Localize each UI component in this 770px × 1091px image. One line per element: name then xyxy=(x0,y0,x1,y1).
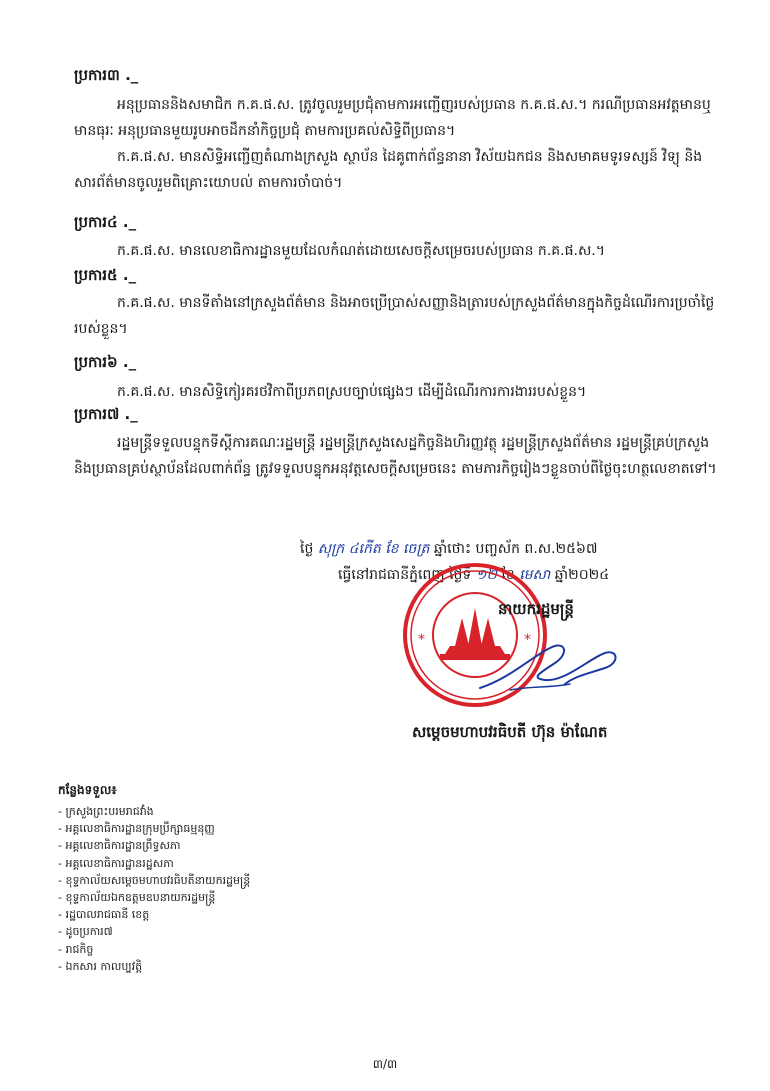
recipient-item: - ក្រសួងព្រះបរមរាជវាំង xyxy=(58,805,154,818)
lunar-date-line: ថ្ងៃ សុក្រ ៤កើត ខែ ចេត្រ ឆ្នាំថោះ បញ្ចស័ក ព.ស.២៥៦៧ xyxy=(300,541,598,557)
recipient-item: - រាជកិច្ច xyxy=(58,942,94,956)
svg-text:*: * xyxy=(418,632,425,648)
recipients-items xyxy=(58,803,458,975)
recipient-item: - ឯកសារ កាលប្បវត្តិ xyxy=(58,959,143,973)
recipients-list xyxy=(58,782,458,975)
article-6-heading: ប្រការ៦ ._ xyxy=(74,353,137,371)
signature-icon xyxy=(470,618,630,708)
article-6-paragraph: ក.គ.ផ.ស. មានសិទ្ធិកៀរគរថវិកាពីប្រភពស្របច្បាប់ផ្សេងៗ ដើម្បីដំណើរការការងាររបស់ខ្លួន។ xyxy=(117,384,587,400)
recipient-item: - អគ្គលេខាធិការដ្ឋានព្រឹទ្ធសភា xyxy=(58,839,181,853)
article-3-paragraph-2: ក.គ.ផ.ស. មានសិទ្ធិអញ្ជើញតំណាងក្រសួង ស្ថាប័ន ដៃគូពាក់ព័ន្ធនានា វិស័យឯកជន និងសមាគមទូរទស្សន៍ វិទ្យុ និងសារព័ត៌មានចូលរួមពិគ្រោះយោបល់ តាមការចាំបាច់។ xyxy=(74,149,703,191)
article-7-paragraph: រដ្ឋមន្ត្រីទទួលបន្ទុកទីស្តីការគណៈរដ្ឋមន្ត្រី រដ្ឋមន្ត្រីក្រសួងសេដ្ឋកិច្ចនិងហិរញ្ញវត្ថុ រដ្ឋមន្ត្រីក្រសួងព័ត៌មាន រដ្ឋមន្ត្រីគ្រប់ក្រសួងនិងប្រធានគ្រប់ស្ថាប័នដែលពាក់ព័ន្ធ ត្រូវទទួលបន្ទុកអនុវត្តសេចក្តីសម្រេចនេះ តាមភារកិច្ចរៀងៗខ្លួនចាប់ពីថ្ងៃចុះហត្ថលេខាតទៅ។ xyxy=(74,435,717,477)
recipient-item: - រដ្ឋបាលរាជធានី ខេត្ត xyxy=(58,908,150,922)
signer-role: នាយករដ្ឋមន្ត្រី xyxy=(498,600,574,618)
article-3-paragraph-1: អនុប្រធាននិងសមាជិក ក.គ.ផ.ស. ត្រូវចូលរួមប្រជុំតាមការអញ្ជើញរបស់ប្រធាន ក.គ.ផ.ស.។ ករណីប្រធានអវត្តមានឬមានធុរៈ អនុប្រធានមួយរូបអាចដឹកនាំកិច្ចប្រជុំ តាមការប្រគល់សិទ្ធិពីប្រធាន។ xyxy=(74,97,711,139)
recipient-item: - អគ្គលេខាធិការដ្ឋានរដ្ឋសភា xyxy=(58,856,174,870)
recipient-item: - អគ្គលេខាធិការដ្ឋានក្រុមប្រឹក្សាធម្មនុញ្ញ xyxy=(58,822,215,836)
recipients-title: កន្លែងទទួល៖ xyxy=(58,783,117,797)
signer-name: សម្តេចមហាបវរធិបតី ហ៊ុន ម៉ាណែត xyxy=(412,723,608,741)
article-5-heading: ប្រការ៥ ._ xyxy=(74,266,137,284)
handwritten-signature xyxy=(470,618,630,708)
recipient-item: - ខុទ្ទកាល័យឯកឧត្តមឧបនាយករដ្ឋមន្ត្រី xyxy=(58,891,216,905)
solar-day-handwritten: ១២ xyxy=(475,567,497,583)
recipient-item: - ដូចប្រការ៧ xyxy=(58,925,113,939)
article-4-paragraph: ក.គ.ផ.ស. មានលេខាធិការដ្ឋានមួយដែលកំណត់ដោយសេចក្តីសម្រេចរបស់ប្រធាន ក.គ.ផ.ស.។ xyxy=(117,243,605,259)
article-4-heading: ប្រការ៤ ._ xyxy=(74,213,137,231)
page-number: ៣/៣ xyxy=(372,1057,398,1071)
recipient-item: - ខុទ្ទកាល័យសម្តេចមហាបវរធិបតីនាយករដ្ឋមន្ត្រី xyxy=(58,873,251,887)
solar-month-handwritten: មេសា xyxy=(519,567,551,583)
article-3-heading: ប្រការ៣ ._ xyxy=(74,66,139,84)
lunar-date-handwritten: សុក្រ ៤កើត ខែ ចេត្រ xyxy=(317,541,430,557)
solar-date-line: ធ្វើនៅរាជធានីភ្នំពេញ ថ្ងៃទី ១២ ខែ មេសា ឆ្នាំ២០២៤ xyxy=(338,567,610,583)
article-5-paragraph: ក.គ.ផ.ស. មានទីតាំងនៅក្រសួងព័ត៌មាន និងអាចប្រើប្រាស់សញ្ញានិងត្រារបស់ក្រសួងព័ត៌មានក្នុងកិច្ចដំណើរការប្រចាំថ្ងៃរបស់ខ្លួន។ xyxy=(74,295,715,337)
article-7-heading: ប្រការ៧ ._ xyxy=(74,405,138,423)
svg-text:*: * xyxy=(524,632,531,648)
